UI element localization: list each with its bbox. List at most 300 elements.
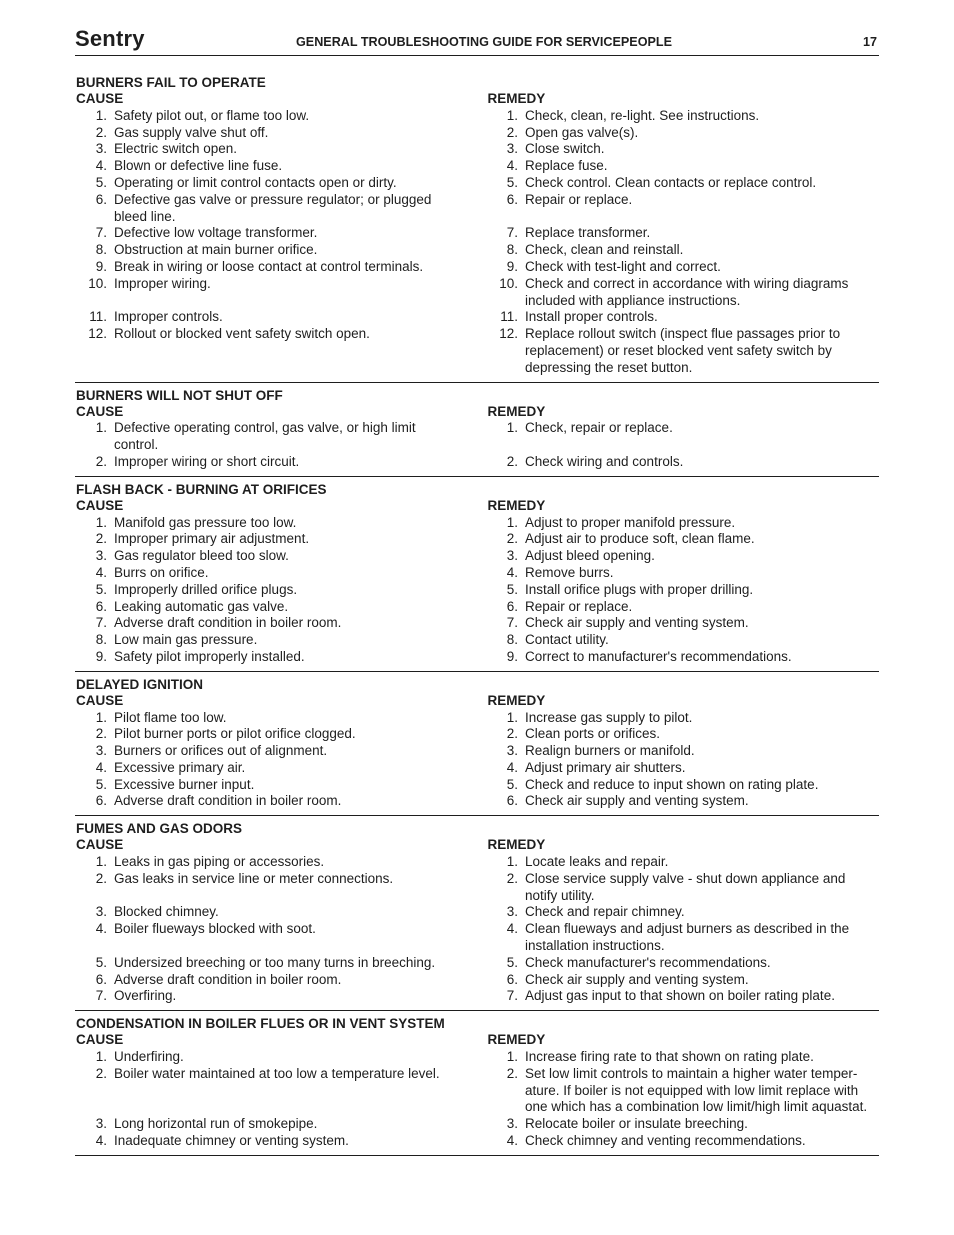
cause-remedy-row xyxy=(75,454,879,471)
cause-text: Pilot flame too low. xyxy=(114,709,227,725)
remedy-item xyxy=(487,326,879,376)
cause-item xyxy=(76,582,487,599)
column-headers xyxy=(75,693,879,710)
item-number: 9. xyxy=(95,648,107,664)
section-title: FLASH BACK - BURNING AT ORIFICES xyxy=(76,481,327,497)
remedy-item xyxy=(487,158,879,175)
remedy-text: Realign burners or manifold. xyxy=(525,743,695,759)
cause-text: Defective low voltage transformer. xyxy=(114,225,318,241)
item-number: 7. xyxy=(506,615,518,631)
item-number: 3. xyxy=(506,548,518,564)
remedy-text: Locate leaks and repair. xyxy=(525,854,669,870)
cause-text: Excessive burner input. xyxy=(114,776,255,792)
section-title: CONDENSATION IN BOILER FLUES OR IN VENT SYSTEM xyxy=(76,1016,445,1032)
cause-remedy-row xyxy=(75,242,879,259)
cause-item xyxy=(76,565,487,582)
item-number: 3. xyxy=(95,904,107,920)
cause-item xyxy=(76,972,487,989)
remedy-text: Increase firing rate to that shown on rating plate. xyxy=(525,1049,814,1065)
item-number: 2. xyxy=(95,1065,107,1081)
remedy-text: Contact utility. xyxy=(525,632,609,648)
remedy-text: Repair or replace. xyxy=(525,191,633,207)
item-number: 4. xyxy=(95,1133,107,1149)
remedy-text: Check wiring and controls. xyxy=(525,453,684,469)
remedy-text: Replace transformer. xyxy=(525,225,651,241)
column-headers xyxy=(75,837,879,854)
cause-remedy-row xyxy=(75,760,879,777)
cause-item xyxy=(76,192,487,226)
cause-remedy-row xyxy=(75,515,879,532)
cause-remedy-row xyxy=(75,531,879,548)
cause-remedy-row xyxy=(75,615,879,632)
cause-remedy-row xyxy=(75,854,879,871)
remedy-item xyxy=(487,921,879,955)
cause-item xyxy=(76,726,487,743)
remedy-item xyxy=(487,192,879,209)
item-number: 1. xyxy=(506,420,518,436)
item-number: 1. xyxy=(506,854,518,870)
item-number: 5. xyxy=(95,954,107,970)
item-number: 3. xyxy=(506,743,518,759)
item-number: 3. xyxy=(95,743,107,759)
item-number: 7. xyxy=(95,225,107,241)
cause-text: Break in wiring or loose contact at control terminals. xyxy=(114,258,424,274)
cause-remedy-row xyxy=(75,141,879,158)
item-number: 9. xyxy=(506,648,518,664)
cause-text: Electric switch open. xyxy=(114,141,238,157)
cause-remedy-row xyxy=(75,259,879,276)
item-number: 6. xyxy=(506,191,518,207)
remedy-text: Set low limit controls to maintain a higher water temper- ature. If boiler is not equipped with low limit replace with one which has a combination low limit/high limit aquastat. xyxy=(525,1065,868,1115)
remedy-item xyxy=(487,793,879,810)
item-number: 5. xyxy=(95,776,107,792)
cause-remedy-row xyxy=(75,192,879,226)
remedy-item xyxy=(487,760,879,777)
item-number: 1. xyxy=(95,420,107,436)
remedy-item xyxy=(487,1066,879,1116)
item-number: 4. xyxy=(95,759,107,775)
cause-item xyxy=(76,710,487,727)
cause-remedy-row xyxy=(75,726,879,743)
item-number: 1. xyxy=(95,854,107,870)
item-number: 4. xyxy=(506,1133,518,1149)
cause-remedy-row xyxy=(75,582,879,599)
cause-item xyxy=(76,904,487,921)
remedy-item xyxy=(487,904,879,921)
cause-remedy-row xyxy=(75,955,879,972)
remedy-text: Check air supply and venting system. xyxy=(525,971,749,987)
column-headers xyxy=(75,1032,879,1049)
cause-item xyxy=(76,225,487,242)
remedy-header: REMEDY xyxy=(487,837,546,853)
cause-remedy-row xyxy=(75,175,879,192)
column-headers xyxy=(75,404,879,421)
remedy-item xyxy=(487,1116,879,1133)
column-headers xyxy=(75,91,879,108)
cause-remedy-row xyxy=(75,158,879,175)
cause-text: Burners or orifices out of alignment. xyxy=(114,743,328,759)
remedy-item xyxy=(487,632,879,649)
item-number: 4. xyxy=(506,158,518,174)
remedy-item xyxy=(487,743,879,760)
cause-remedy-row xyxy=(75,108,879,125)
cause-text: Rollout or blocked vent safety switch open. xyxy=(114,326,370,342)
remedy-text: Adjust air to produce soft, clean flame. xyxy=(525,531,755,547)
cause-remedy-row xyxy=(75,565,879,582)
remedy-text: Check, clean, re-light. See instructions. xyxy=(525,107,760,123)
cause-item xyxy=(76,175,487,192)
item-number: 5. xyxy=(506,954,518,970)
cause-item xyxy=(76,1049,487,1066)
item-number: 6. xyxy=(95,598,107,614)
cause-text: Safety pilot improperly installed. xyxy=(114,648,305,664)
cause-item xyxy=(76,921,487,938)
cause-remedy-row xyxy=(75,972,879,989)
item-number: 11. xyxy=(89,309,107,325)
remedy-header: REMEDY xyxy=(487,91,546,106)
remedy-text: Check, repair or replace. xyxy=(525,420,673,436)
cause-item xyxy=(76,108,487,125)
item-number: 9. xyxy=(95,258,107,274)
remedy-item xyxy=(487,276,879,310)
remedy-item xyxy=(487,125,879,142)
item-number: 12. xyxy=(499,326,518,342)
cause-remedy-row xyxy=(75,710,879,727)
cause-item xyxy=(76,615,487,632)
item-number: 2. xyxy=(506,870,518,886)
cause-item xyxy=(76,871,487,888)
remedy-item xyxy=(487,854,879,871)
item-number: 6. xyxy=(95,793,107,809)
item-number: 3. xyxy=(506,141,518,157)
cause-header: CAUSE xyxy=(76,837,124,853)
remedy-header: REMEDY xyxy=(487,497,546,513)
remedy-text: Install orifice plugs with proper drilling. xyxy=(525,581,754,597)
cause-header: CAUSE xyxy=(76,403,124,419)
item-number: 4. xyxy=(95,921,107,937)
cause-header: CAUSE xyxy=(76,1032,124,1048)
remedy-text: Correct to manufacturer's recommendations. xyxy=(525,648,792,664)
remedy-text: Close switch. xyxy=(525,141,605,157)
item-number: 6. xyxy=(95,971,107,987)
remedy-item xyxy=(487,175,879,192)
remedy-header: REMEDY xyxy=(487,1032,546,1048)
item-number: 8. xyxy=(95,242,107,258)
item-number: 10. xyxy=(499,275,518,291)
cause-text: Underfiring. xyxy=(114,1049,184,1065)
cause-text: Leaks in gas piping or accessories. xyxy=(114,854,325,870)
remedy-text: Clean flueways and adjust burners as described in the installation instructions. xyxy=(525,921,850,954)
cause-item xyxy=(76,777,487,794)
item-number: 4. xyxy=(95,564,107,580)
remedy-text: Replace rollout switch (inspect flue passages prior to replacement) or reset blocked vent safety switch by depressing the reset button. xyxy=(525,326,841,375)
item-number: 2. xyxy=(506,726,518,742)
remedy-item xyxy=(487,420,879,437)
cause-item xyxy=(76,141,487,158)
item-number: 5. xyxy=(95,581,107,597)
remedy-item xyxy=(487,777,879,794)
cause-remedy-row xyxy=(75,904,879,921)
item-number: 7. xyxy=(506,225,518,241)
troubleshooting-section xyxy=(75,818,879,1011)
item-number: 4. xyxy=(506,564,518,580)
item-number: 1. xyxy=(506,709,518,725)
item-number: 1. xyxy=(95,709,107,725)
cause-item xyxy=(76,259,487,276)
cause-text: Boiler flueways blocked with soot. xyxy=(114,921,316,937)
troubleshooting-section xyxy=(75,674,879,817)
remedy-item xyxy=(487,108,879,125)
item-number: 5. xyxy=(506,174,518,190)
troubleshooting-section xyxy=(75,385,879,477)
section-title: DELAYED IGNITION xyxy=(76,676,204,692)
remedy-item xyxy=(487,710,879,727)
item-number: 2. xyxy=(95,124,107,140)
item-number: 4. xyxy=(506,759,518,775)
cause-item xyxy=(76,326,487,343)
cause-item xyxy=(76,158,487,175)
item-number: 6. xyxy=(95,191,107,207)
item-number: 3. xyxy=(506,904,518,920)
cause-text: Adverse draft condition in boiler room. xyxy=(114,971,342,987)
remedy-text: Adjust bleed opening. xyxy=(525,548,655,564)
remedy-item xyxy=(487,565,879,582)
remedy-item xyxy=(487,582,879,599)
troubleshooting-guide xyxy=(75,72,879,1158)
remedy-item xyxy=(487,515,879,532)
remedy-text: Clean ports or orifices. xyxy=(525,726,661,742)
cause-remedy-row xyxy=(75,632,879,649)
cause-remedy-row xyxy=(75,921,879,955)
remedy-text: Check manufacturer's recommendations. xyxy=(525,954,771,970)
cause-remedy-row xyxy=(75,276,879,310)
cause-text: Improper controls. xyxy=(114,309,223,325)
cause-text: Defective gas valve or pressure regulator; or plugged bleed line. xyxy=(114,191,432,224)
item-number: 3. xyxy=(95,1116,107,1132)
cause-remedy-row xyxy=(75,1049,879,1066)
cause-item xyxy=(76,1133,487,1150)
remedy-item xyxy=(487,242,879,259)
remedy-text: Check control. Clean contacts or replace control. xyxy=(525,174,817,190)
cause-item xyxy=(76,743,487,760)
remedy-text: Replace fuse. xyxy=(525,158,608,174)
page-header xyxy=(75,26,879,56)
remedy-text: Check air supply and venting system. xyxy=(525,615,749,631)
cause-item xyxy=(76,1066,487,1083)
cause-header: CAUSE xyxy=(76,692,124,708)
cause-remedy-row xyxy=(75,1066,879,1116)
cause-item xyxy=(76,988,487,1005)
item-number: 1. xyxy=(95,514,107,530)
cause-item xyxy=(76,309,487,326)
cause-text: Improperly drilled orifice plugs. xyxy=(114,581,298,597)
item-number: 2. xyxy=(506,531,518,547)
cause-item xyxy=(76,242,487,259)
cause-item xyxy=(76,1116,487,1133)
item-number: 5. xyxy=(506,776,518,792)
remedy-item xyxy=(487,599,879,616)
remedy-item xyxy=(487,548,879,565)
cause-item xyxy=(76,548,487,565)
remedy-item xyxy=(487,531,879,548)
item-number: 8. xyxy=(506,632,518,648)
remedy-item xyxy=(487,259,879,276)
item-number: 4. xyxy=(506,921,518,937)
cause-text: Defective operating control, gas valve, or high limit control. xyxy=(114,420,416,453)
cause-item xyxy=(76,454,487,471)
item-number: 6. xyxy=(506,793,518,809)
item-number: 5. xyxy=(95,174,107,190)
remedy-item xyxy=(487,871,879,905)
cause-text: Undersized breeching or too many turns in breeching. xyxy=(114,954,436,970)
cause-remedy-row xyxy=(75,125,879,142)
remedy-text: Install proper controls. xyxy=(525,309,658,325)
item-number: 4. xyxy=(95,158,107,174)
cause-remedy-row xyxy=(75,1133,879,1150)
cause-remedy-row xyxy=(75,420,879,454)
item-number: 10. xyxy=(88,275,107,291)
remedy-text: Adjust gas input to that shown on boiler rating plate. xyxy=(525,988,835,1004)
cause-text: Safety pilot out, or flame too low. xyxy=(114,107,310,123)
remedy-item xyxy=(487,726,879,743)
item-number: 7. xyxy=(506,988,518,1004)
remedy-text: Check and correct in accordance with wiring diagrams included with appliance instructions. xyxy=(525,275,849,308)
cause-text: Manifold gas pressure too low. xyxy=(114,514,297,530)
cause-remedy-row xyxy=(75,1116,879,1133)
item-number: 6. xyxy=(506,971,518,987)
cause-text: Burrs on orifice. xyxy=(114,564,209,580)
cause-text: Improper wiring or short circuit. xyxy=(114,453,300,469)
cause-item xyxy=(76,420,487,454)
remedy-item xyxy=(487,309,879,326)
cause-header: CAUSE xyxy=(76,91,124,106)
cause-item xyxy=(76,760,487,777)
remedy-text: Adjust primary air shutters. xyxy=(525,759,686,775)
brand-logo: Sentry xyxy=(75,26,145,51)
troubleshooting-section xyxy=(75,479,879,672)
cause-text: Leaking automatic gas valve. xyxy=(114,598,289,614)
cause-text: Improper wiring. xyxy=(114,275,211,291)
cause-remedy-row xyxy=(75,599,879,616)
item-number: 2. xyxy=(95,870,107,886)
cause-item xyxy=(76,515,487,532)
item-number: 1. xyxy=(95,107,107,123)
cause-remedy-row xyxy=(75,793,879,810)
remedy-text: Check and repair chimney. xyxy=(525,904,685,920)
item-number: 5. xyxy=(506,581,518,597)
remedy-item xyxy=(487,454,879,471)
remedy-header: REMEDY xyxy=(487,403,546,419)
cause-item xyxy=(76,854,487,871)
cause-remedy-row xyxy=(75,326,879,376)
item-number: 2. xyxy=(506,453,518,469)
cause-item xyxy=(76,125,487,142)
remedy-text: Check air supply and venting system. xyxy=(525,793,749,809)
remedy-item xyxy=(487,1049,879,1066)
troubleshooting-section xyxy=(75,1013,879,1156)
cause-text: Overfiring. xyxy=(114,988,177,1004)
cause-item xyxy=(76,649,487,666)
item-number: 1. xyxy=(506,107,518,123)
item-number: 12. xyxy=(88,326,107,342)
cause-item xyxy=(76,276,487,293)
item-number: 2. xyxy=(95,531,107,547)
item-number: 1. xyxy=(95,1049,107,1065)
cause-remedy-row xyxy=(75,743,879,760)
cause-item xyxy=(76,599,487,616)
cause-text: Inadequate chimney or venting system. xyxy=(114,1133,349,1149)
remedy-text: Check and reduce to input shown on rating plate. xyxy=(525,776,819,792)
remedy-text: Close service supply valve - shut down appliance and notify utility. xyxy=(525,870,846,903)
item-number: 3. xyxy=(95,548,107,564)
cause-text: Gas regulator bleed too slow. xyxy=(114,548,289,564)
cause-item xyxy=(76,531,487,548)
cause-text: Obstruction at main burner orifice. xyxy=(114,242,318,258)
remedy-item xyxy=(487,615,879,632)
cause-text: Blocked chimney. xyxy=(114,904,219,920)
column-headers xyxy=(75,498,879,515)
item-number: 3. xyxy=(506,1116,518,1132)
item-number: 7. xyxy=(95,988,107,1004)
section-title: BURNERS FAIL TO OPERATE xyxy=(76,75,266,90)
cause-text: Excessive primary air. xyxy=(114,759,246,775)
cause-text: Boiler water maintained at too low a temperature level. xyxy=(114,1065,440,1081)
cause-remedy-row xyxy=(75,548,879,565)
cause-remedy-row xyxy=(75,871,879,905)
item-number: 7. xyxy=(95,615,107,631)
item-number: 11. xyxy=(500,309,518,325)
remedy-item xyxy=(487,988,879,1005)
cause-text: Gas supply valve shut off. xyxy=(114,124,269,140)
cause-text: Adverse draft condition in boiler room. xyxy=(114,615,342,631)
remedy-text: Open gas valve(s). xyxy=(525,124,639,140)
item-number: 2. xyxy=(506,124,518,140)
cause-remedy-row xyxy=(75,777,879,794)
item-number: 2. xyxy=(95,453,107,469)
remedy-item xyxy=(487,141,879,158)
cause-text: Long horizontal run of smokepipe. xyxy=(114,1116,318,1132)
remedy-text: Check, clean and reinstall. xyxy=(525,242,684,258)
cause-text: Operating or limit control contacts open or dirty. xyxy=(114,174,397,190)
section-title: FUMES AND GAS ODORS xyxy=(76,821,243,837)
remedy-text: Check with test-light and correct. xyxy=(525,258,721,274)
cause-header: CAUSE xyxy=(76,497,124,513)
cause-remedy-row xyxy=(75,988,879,1005)
item-number: 8. xyxy=(95,632,107,648)
troubleshooting-section xyxy=(75,72,879,383)
page-number: 17 xyxy=(862,35,877,49)
remedy-item xyxy=(487,649,879,666)
remedy-item xyxy=(487,955,879,972)
remedy-item xyxy=(487,1133,879,1150)
remedy-text: Remove burrs. xyxy=(525,564,614,580)
cause-remedy-row xyxy=(75,649,879,666)
cause-item xyxy=(76,955,487,972)
remedy-text: Repair or replace. xyxy=(525,598,633,614)
remedy-text: Check chimney and venting recommendations. xyxy=(525,1133,806,1149)
remedy-item xyxy=(487,972,879,989)
cause-remedy-row xyxy=(75,225,879,242)
item-number: 6. xyxy=(506,598,518,614)
item-number: 1. xyxy=(506,514,518,530)
remedy-item xyxy=(487,225,879,242)
cause-text: Adverse draft condition in boiler room. xyxy=(114,793,342,809)
document-title: GENERAL TROUBLESHOOTING GUIDE FOR SERVICEPEOPLE xyxy=(296,35,672,49)
item-number: 2. xyxy=(95,726,107,742)
cause-item xyxy=(76,793,487,810)
remedy-text: Adjust to proper manifold pressure. xyxy=(525,514,736,530)
cause-text: Pilot burner ports or pilot orifice clogged. xyxy=(114,726,356,742)
